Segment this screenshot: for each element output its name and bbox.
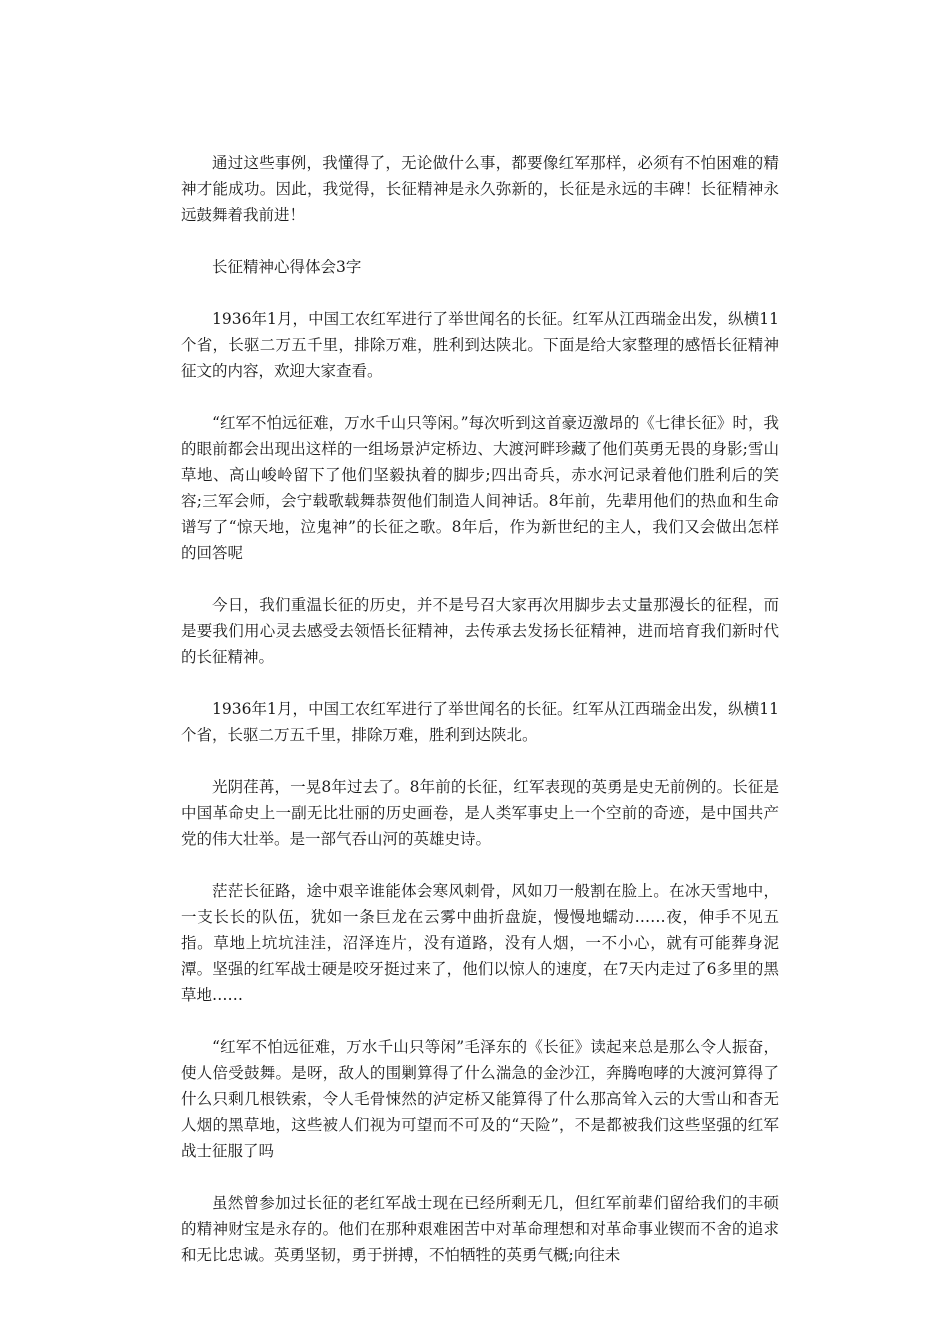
paragraph-7: 茫茫长征路，途中艰辛谁能体会寒风刺骨，风如刀一般割在脸上。在冰天雪地中，一支长长的队伍，犹如一条巨龙在云雾中曲折盘旋，慢慢地蠕动……夜，伸手不见五指。草地上坑坑洼洼，沼泽连片，没有道路，没有人烟，一不小心，就有可能葬身泥潭。坚强的红军战士硬是咬牙挺过来了，他们以惊人的速度，在7天内走过了6多里的黑草地……	[181, 882, 779, 1004]
section-heading: 长征精神心得体会3字	[212, 258, 362, 276]
paragraph-9: 虽然曾参加过长征的老红军战士现在已经所剩无几，但红军前辈们留给我们的丰硕的精神财宝是永存的。他们在那种艰难困苦中对革命理想和对革命事业锲而不舍的追求和无比忠诚。英勇坚韧，勇于拼搏，不怕牺牲的英勇气概;向往未	[181, 1194, 779, 1264]
paragraph-4: 今日，我们重温长征的历史，并不是号召大家再次用脚步去丈量那漫长的征程，而是要我们用心灵去感受去领悟长征精神，去传承去发扬长征精神，进而培育我们新时代的长征精神。	[181, 596, 779, 666]
paragraph-3: “红军不怕远征难，万水千山只等闲。”每次听到这首豪迈激昂的《七律长征》时，我的眼前都会出现出这样的一组场景泸定桥边、大渡河畔珍藏了他们英勇无畏的身影;雪山草地、高山峻岭留下了他们坚毅执着的脚步;四出奇兵，赤水河记录着他们胜利后的笑容;三军会师，会宁载歌载舞恭贺他们制造人间神话。8年前，先辈用他们的热血和生命谱写了“惊天地，泣鬼神”的长征之歌。8年后，作为新世纪的主人，我们又会做出怎样的回答呢	[181, 414, 779, 562]
paragraph-1: 通过这些事例，我懂得了，无论做什么事，都要像红军那样，必须有不怕困难的精神才能成功。因此，我觉得，长征精神是永久弥新的，长征是永远的丰碑！长征精神永远鼓舞着我前进！	[181, 154, 779, 224]
paragraph-6: 光阴荏苒，一晃8年过去了。8年前的长征，红军表现的英勇是史无前例的。长征是中国革命史上一副无比壮丽的历史画卷，是人类军事史上一个空前的奇迹，是中国共产党的伟大壮举。是一部气吞山河的英雄史诗。	[181, 778, 779, 848]
paragraph-2: 1936年1月，中国工农红军进行了举世闻名的长征。红军从江西瑞金出发，纵横11个省，长驱二万五千里，排除万难，胜利到达陕北。下面是给大家整理的感悟长征精神征文的内容，欢迎大家查看。	[181, 310, 779, 380]
paragraph-8: “红军不怕远征难，万水千山只等闲”毛泽东的《长征》读起来总是那么令人振奋，使人倍受鼓舞。是呀，敌人的围剿算得了什么湍急的金沙江，奔腾咆哮的大渡河算得了什么只剩几根铁索，令人毛骨悚然的泸定桥又能算得了什么那高耸入云的大雪山和杳无人烟的黑草地，这些被人们视为可望而不可及的“天险”，不是都被我们这些坚强的红军战士征服了吗	[181, 1038, 779, 1160]
document-page	[181, 150, 779, 1294]
paragraph-5: 1936年1月，中国工农红军进行了举世闻名的长征。红军从江西瑞金出发，纵横11个省，长驱二万五千里，排除万难，胜利到达陕北。	[181, 700, 779, 744]
